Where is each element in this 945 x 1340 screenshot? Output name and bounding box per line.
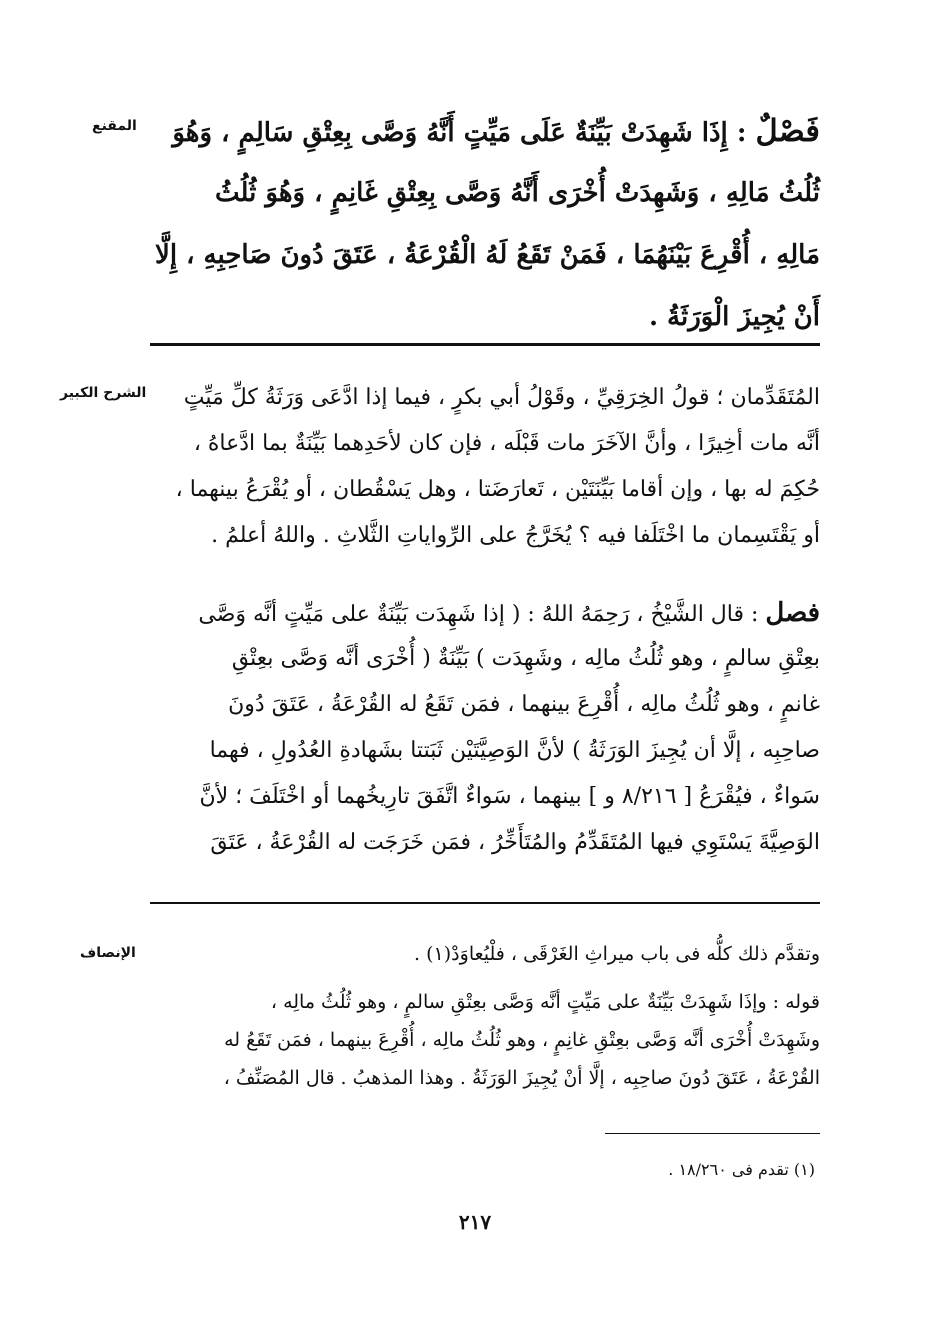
sharh-line: غانمٍ ، وهو ثُلُثُ مالِه ، أُقْرِعَ بينهما ، فمَن تَقَعُ له القُرْعَةُ ، عَتَقَ دُونَ: [228, 692, 820, 717]
section-label-sharh: الشرح الكبير: [60, 385, 147, 401]
sharh-line: حُكِمَ له بها ، وإن أقاما بَيِّنَتَيْن ، تَعارَضَتا ، وهل يَسْقُطان ، أو يُقْرَعُ بينهما ،: [175, 477, 820, 502]
section-keyword: فصل: [765, 598, 820, 628]
sharh-line: الوَصِيَّةَ يَسْتَوِي فيها المُتَقَدِّمُ والمُتَأَخِّرُ ، فمَن خَرَجَت له القُرْعَةُ ، عَتَقَ: [210, 830, 820, 855]
muqni-text: [150, 100, 820, 348]
sharh-line: سَواءٌ ، فيُقْرَعُ [ ٨/٢١٦ و ] بينهما ، سَواءٌ اتَّفَقَ تارِيخُهما أو اخْتَلَفَ ؛ لأنَّ: [199, 784, 820, 809]
insaf-text: [150, 935, 820, 1097]
footnote: (١) تقدم فى ١٨/٢٦٠ .: [668, 1160, 815, 1179]
section-divider: [150, 343, 820, 346]
page-number: ٢١٧: [458, 1210, 492, 1234]
insaf-line: وشَهِدَتْ أُخْرَى أنَّه وَصَّى بعِتْقِ غانِمٍ ، وهو ثُلُثُ مالِه ، أُقْرِعَ بينهما ، فمَن تَقَعُ له: [224, 1029, 820, 1051]
sharh-line: المُتَقَدِّمان ؛ قولُ الخِرَقِيِّ ، وقَوْلُ أبي بكرٍ ، فيما إذا ادَّعَى وَرَثَةُ كلِّ مَيِّتٍ: [183, 385, 820, 410]
insaf-line: وتقدَّم ذلك كلُّه فى باب ميراثِ الغَرْقَى ، فلْيُعاوَدْ(١) .: [414, 943, 820, 965]
muqni-line-2: ثُلُثُ مَالِهِ ، وَشَهِدَتْ أُخْرَى أَنَّهُ وَصَّى بِعِتْقِ غَانِمٍ ، وَهُوَ ثُلُثُ: [214, 178, 820, 208]
section-keyword: فَصْلٌ: [755, 113, 820, 149]
sharh-paragraph-1: [150, 375, 820, 559]
section-label-muqni: المقنع: [92, 118, 137, 134]
muqni-line-3: مَالِهِ ، أُقْرِعَ بَيْنَهُمَا ، فَمَنْ تَقَعُ لَهُ الْقُرْعَةُ ، عَتَقَ دُونَ صَاحِبِهِ ، إِلَّا: [155, 240, 820, 270]
muqni-line-4: أَنْ يُجِيزَ الْوَرَثَةُ .: [648, 302, 820, 332]
sharh-line: أو يَقْتَسِمان ما اخْتَلَفا فيه ؟ يُخَرَّجُ على الرِّواياتِ الثَّلاثِ . واللهُ أعلمُ .: [211, 523, 820, 548]
footnote-separator: [605, 1133, 820, 1134]
section-label-insaf: الإنصاف: [80, 945, 136, 961]
sharh-paragraph-2: [150, 590, 820, 866]
sharh-line: بعِتْقِ سالمٍ ، وهو ثُلُثُ مالِه ، وشَهِدَت ) بَيِّنَةٌ ( أُخْرَى أنَّه وَصَّى بعِتْقِ: [231, 646, 820, 671]
sharh-line: صاحِبِه ، إلَّا أن يُجِيزَ الوَرَثَةُ ) لأنَّ الوَصِيَّتَيْن ثَبَتتا بشَهادةِ العُدُولِ ، فهما: [209, 738, 820, 763]
sharh-line: أنَّه مات أخِيرًا ، وأنَّ الآخَرَ مات قَبْلَه ، فإن كان لأحَدِهما بَيِّنَةٌ بما ادَّعاهُ ،: [193, 431, 820, 456]
sharh-line: فصل : قال الشَّيْخُ ، رَحِمَهُ اللهُ : ( إذا شَهِدَت بَيِّنَةٌ على مَيِّتٍ أنَّه وَصَّى: [198, 598, 820, 628]
insaf-line: قوله : وإذَا شَهِدَتْ بَيِّنَةٌ على مَيِّتٍ أنَّه وَصَّى بعِتْقِ سالمٍ ، وهو ثُلُثُ مالِه ،: [270, 991, 820, 1013]
section-divider: [150, 902, 820, 904]
muqni-line-1: فَصْلٌ : إِذَا شَهِدَتْ بَيِّنَةٌ عَلَى مَيِّتٍ أَنَّهُ وَصَّى بِعِتْقِ سَالِمٍ ، وَهُوَ: [172, 113, 820, 149]
insaf-line: القُرْعَةُ ، عَتَقَ دُونَ صاحِبِه ، إلَّا أنْ يُجِيزَ الوَرَثَةُ . وهذا المذهبُ . قال المُصَنِّفُ ،: [223, 1067, 820, 1089]
